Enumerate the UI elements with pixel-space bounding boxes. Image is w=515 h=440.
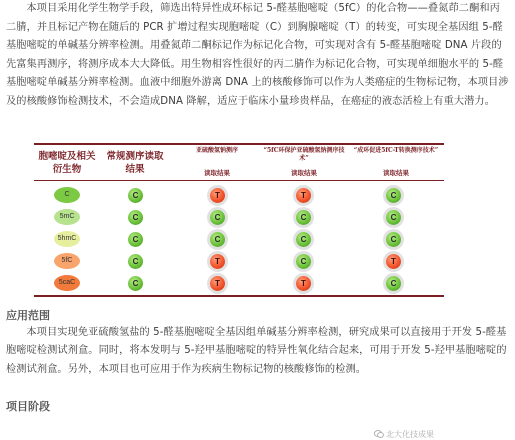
read-result-5mc-protected: C — [296, 210, 311, 225]
header-normal-label: 常规测序读取结果 — [106, 150, 164, 175]
intro-paragraph: 本项目采用化学生物学手段，筛选出特异性成环标记 5-醛基胞嘧啶（5fC）的化合物——叠氮茚二酮和丙二腈，并且标记产物在随后的 PCR 扩增过程实现胞嘧啶（C）到胸腺嘧啶（T）的转变，可实现全基因组 5-醛基胞嘧啶的单碱基分辨率检测。用叠氮茚二酮标记作为标记化合物，可实现对含有 5-醛基胞嘧啶 DNA 片段的先富集再测序，将测序成本大大降低。用生物相容性很好的丙二腈作为标记化合物，可实现单细胞水平的 5-醛基胞嘧啶单碱基分辨率检测。血液中细胞外游离 DNA 上的核酸修饰可以作为人类癌症的生物标记物，本项目涉及的核酸修饰检测技术，不会造成DNA 降解，适应于临床小量珍贵样品，在癌症的液态活检上有重大潜力。 — [6, 3, 509, 107]
read-result-5mc-normal: C — [128, 210, 143, 225]
read-result-5fc-protected: C — [296, 254, 311, 269]
table-top-rule — [34, 143, 444, 145]
read-result-5hmc-conversion: C — [386, 232, 401, 247]
read-result-5cac-normal: C — [128, 276, 143, 291]
header-bisulfite-title: 亚硫酸氢钠测序 — [195, 147, 238, 154]
read-result-5cac-protected: T — [296, 276, 311, 291]
read-result-5cac-conversion: C — [386, 276, 401, 291]
read-result-5fc-conversion: T — [386, 254, 401, 269]
header-normal — [104, 146, 166, 179]
header-protected — [262, 146, 346, 179]
header-conversion — [352, 146, 440, 179]
read-result-c-protected: T — [296, 188, 311, 203]
base-label-5hmc: 5hmC — [54, 231, 80, 247]
header-bisulfite — [182, 146, 252, 179]
chat-bubble-icon — [374, 430, 384, 438]
table-bottom-rule — [34, 295, 444, 297]
header-base — [38, 146, 96, 179]
read-result-5hmc-normal: C — [128, 232, 143, 247]
base-label-5fc: 5fC — [54, 253, 80, 269]
read-result-5cac-bisulfite: T — [210, 276, 225, 291]
read-result-5hmc-bisulfite: C — [210, 232, 225, 247]
base-label-5mc: 5mC — [54, 209, 80, 225]
base-label-5cac: 5caC — [54, 275, 80, 291]
table-header-rule — [34, 180, 444, 181]
section-title-stage: 项目阶段 — [6, 400, 50, 413]
application-paragraph: 本项目实现免亚硫酸氢盐的 5-醛基胞嘧啶全基因组单碱基分辨率检测，研究成果可以直接用于开发 5-醛基胞嘧啶检测试剂盒。同时，将本发明与 5-羟甲基胞嘧啶的特异性氧化结合起来，可用于开发 5-羟甲基胞嘧啶的检测试剂盒。另外，本项目也可应用于作为疾病生物标记物的核酸修饰的检测。 — [6, 327, 507, 375]
watermark-text: 北大化技成果 — [386, 430, 434, 439]
section-title-application: 应用范围 — [6, 309, 50, 322]
read-result-c-bisulfite: T — [210, 188, 225, 203]
read-result-c-normal: C — [128, 188, 143, 203]
read-result-5fc-bisulfite: T — [210, 254, 225, 269]
header-protected-title: “5fC环保护亚硫酸氢钠测序技术” — [263, 147, 345, 162]
header-bisulfite-sub: 读取结果 — [204, 169, 230, 177]
read-result-5fc-normal: C — [128, 254, 143, 269]
header-base-label: 胞嘧啶及相关衍生物 — [38, 150, 96, 175]
header-conversion-title: “成环促进5fC-T转换测序技术” — [353, 147, 439, 154]
read-result-c-conversion: C — [386, 188, 401, 203]
base-label-c: C — [54, 187, 80, 203]
read-result-5mc-bisulfite: C — [210, 210, 225, 225]
header-conversion-sub: 读取结果 — [383, 169, 409, 177]
read-result-5hmc-protected: C — [296, 232, 311, 247]
read-result-5mc-conversion: C — [386, 210, 401, 225]
header-protected-sub: 读取结果 — [291, 169, 317, 177]
watermark — [374, 429, 434, 440]
